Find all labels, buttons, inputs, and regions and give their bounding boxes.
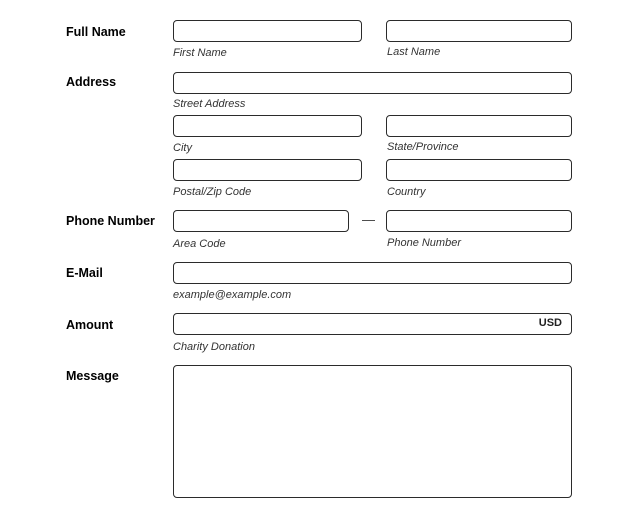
street-address-input[interactable] (173, 72, 572, 94)
phone-separator: — (362, 212, 375, 227)
address-label: Address (66, 75, 117, 89)
amount-sublabel: Charity Donation (173, 341, 255, 353)
postal-code-input[interactable] (173, 159, 362, 181)
last-name-sublabel: Last Name (387, 46, 441, 58)
state-province-sublabel: State/Province (387, 141, 459, 153)
first-name-input[interactable] (173, 20, 362, 42)
city-sublabel: City (173, 142, 192, 154)
area-code-sublabel: Area Code (173, 238, 226, 250)
street-address-sublabel: Street Address (173, 98, 246, 110)
first-name-sublabel: First Name (173, 47, 227, 59)
last-name-input[interactable] (386, 20, 572, 42)
full-name-label: Full Name (66, 25, 126, 39)
message-label: Message (66, 369, 119, 383)
amount-label: Amount (66, 318, 114, 332)
amount-field-wrapper (173, 313, 572, 335)
phone-number-label: Phone Number (66, 214, 155, 228)
email-sublabel: example@example.com (173, 289, 292, 301)
area-code-input[interactable] (173, 210, 349, 232)
email-label: E-Mail (66, 266, 103, 280)
phone-number-sublabel: Phone Number (387, 237, 461, 249)
email-input[interactable] (173, 262, 572, 284)
amount-input[interactable] (173, 313, 572, 335)
state-province-input[interactable] (386, 115, 572, 137)
currency-label: USD (538, 317, 562, 329)
city-input[interactable] (173, 115, 362, 137)
country-input[interactable] (386, 159, 572, 181)
postal-code-sublabel: Postal/Zip Code (173, 186, 252, 198)
country-sublabel: Country (387, 186, 426, 198)
message-textarea[interactable] (173, 365, 572, 498)
phone-number-input[interactable] (386, 210, 572, 232)
